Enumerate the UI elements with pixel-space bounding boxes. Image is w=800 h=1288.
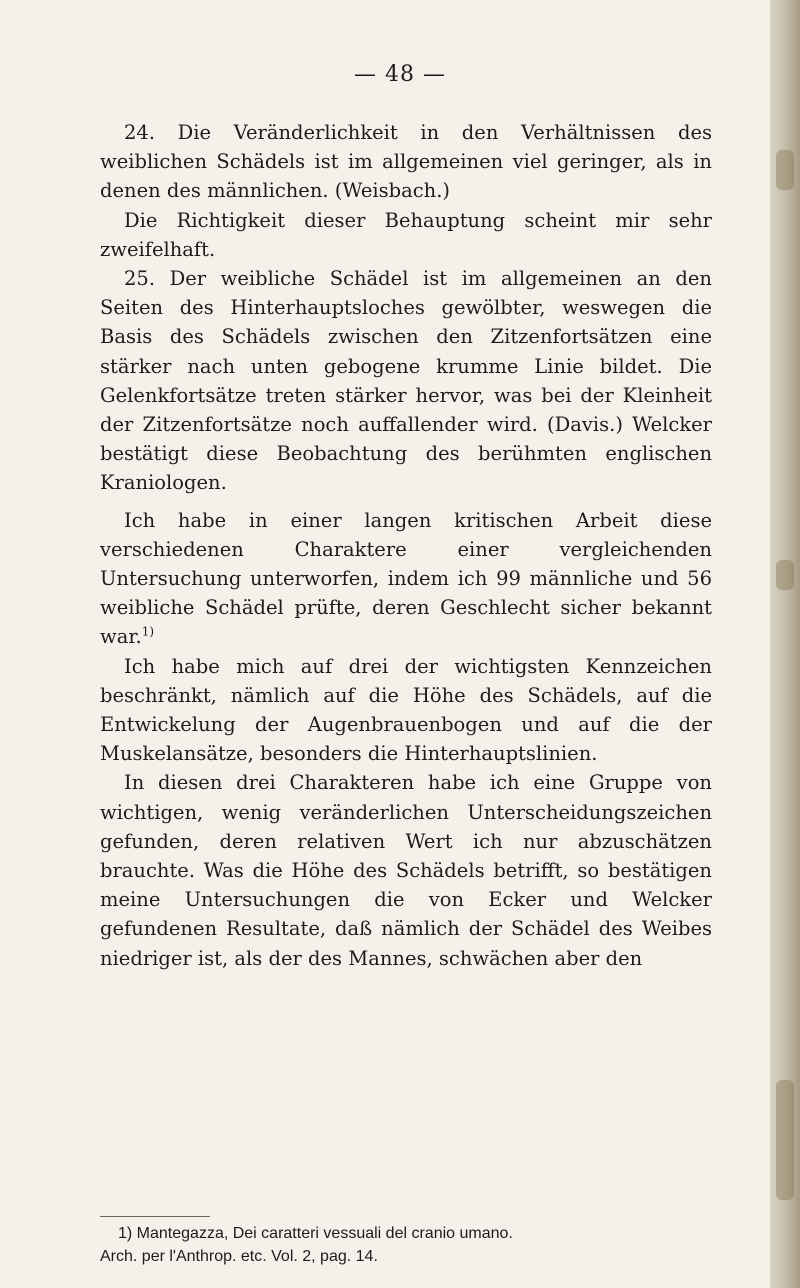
page-edge-shadow: [770, 0, 800, 1288]
footnote-reference-mark: 1): [141, 624, 155, 639]
edge-stain: [776, 560, 794, 590]
paragraph-results: In diesen drei Charakteren habe ich eine Gruppe von wichtigen, wenig veränderlichen Unterscheidungszeichen gefunden, deren relativen Wert ich nur abzuschätzen brauchte. Was die Höhe des Schädels betrifft, so bestätigen meine Untersuchungen die von Ecker und Welcker gefundenen Resultate, daß nämlich der Schädel des Weibes niedriger ist, als der des Mannes, schwächen aber den: [100, 771, 712, 970]
footnote-line-2: Arch. per l'Anthrop. etc. Vol. 2, pag. 14.: [100, 1248, 378, 1265]
body-text: [100, 118, 712, 973]
footnote: [100, 1222, 720, 1268]
paragraph-25: 25. Der weibliche Schädel ist im allgemeinen an den Seiten des Hinterhauptsloches gewölbter, weswegen die Basis des Schädels zwischen den Zitzenfortsätzen eine stärker nach unten gebogene krumme Linie bildet. Die Gelenkfortsätze treten stärker hervor, was bei der Kleinheit der Zitzenfortsätze noch auffallender wird. (Davis.) Welcker bestätigt diese Beobachtung des berühmten englischen Kraniologen.: [100, 267, 712, 495]
footnote-line-1: 1) Mantegazza, Dei caratteri vessuali del cranio umano.: [118, 1225, 513, 1242]
paragraph-24: 24. Die Veränderlichkeit in den Verhältnissen des weiblichen Schädels ist im allgemeinen viel geringer, als in denen des männlichen. (Weisbach.): [100, 121, 712, 203]
paragraph-own-study: [100, 506, 712, 652]
footnote-divider: [100, 1216, 210, 1217]
paragraph-criteria: Ich habe mich auf drei der wichtigsten Kennzeichen beschränkt, nämlich auf die Höhe des Schädels, auf die Entwickelung der Augenbrauenbogen und auf die der Muskelansätze, besonders die Hinterhauptslinien.: [100, 654, 712, 766]
page-number: — 48 —: [354, 62, 446, 87]
edge-stain: [776, 150, 794, 190]
paragraph-24-comment: Die Richtigkeit dieser Behauptung scheint mir sehr zweifelhaft.: [100, 208, 712, 261]
paragraph-own-study-text: Ich habe in einer langen kritischen Arbeit diese verschiedenen Charaktere einer vergleichenden Untersuchung unterworfen, indem ich 99 männliche und 56 weibliche Schädel prüfte, deren Geschlecht sicher bekannt war.: [100, 508, 712, 649]
edge-stain: [776, 1080, 794, 1200]
